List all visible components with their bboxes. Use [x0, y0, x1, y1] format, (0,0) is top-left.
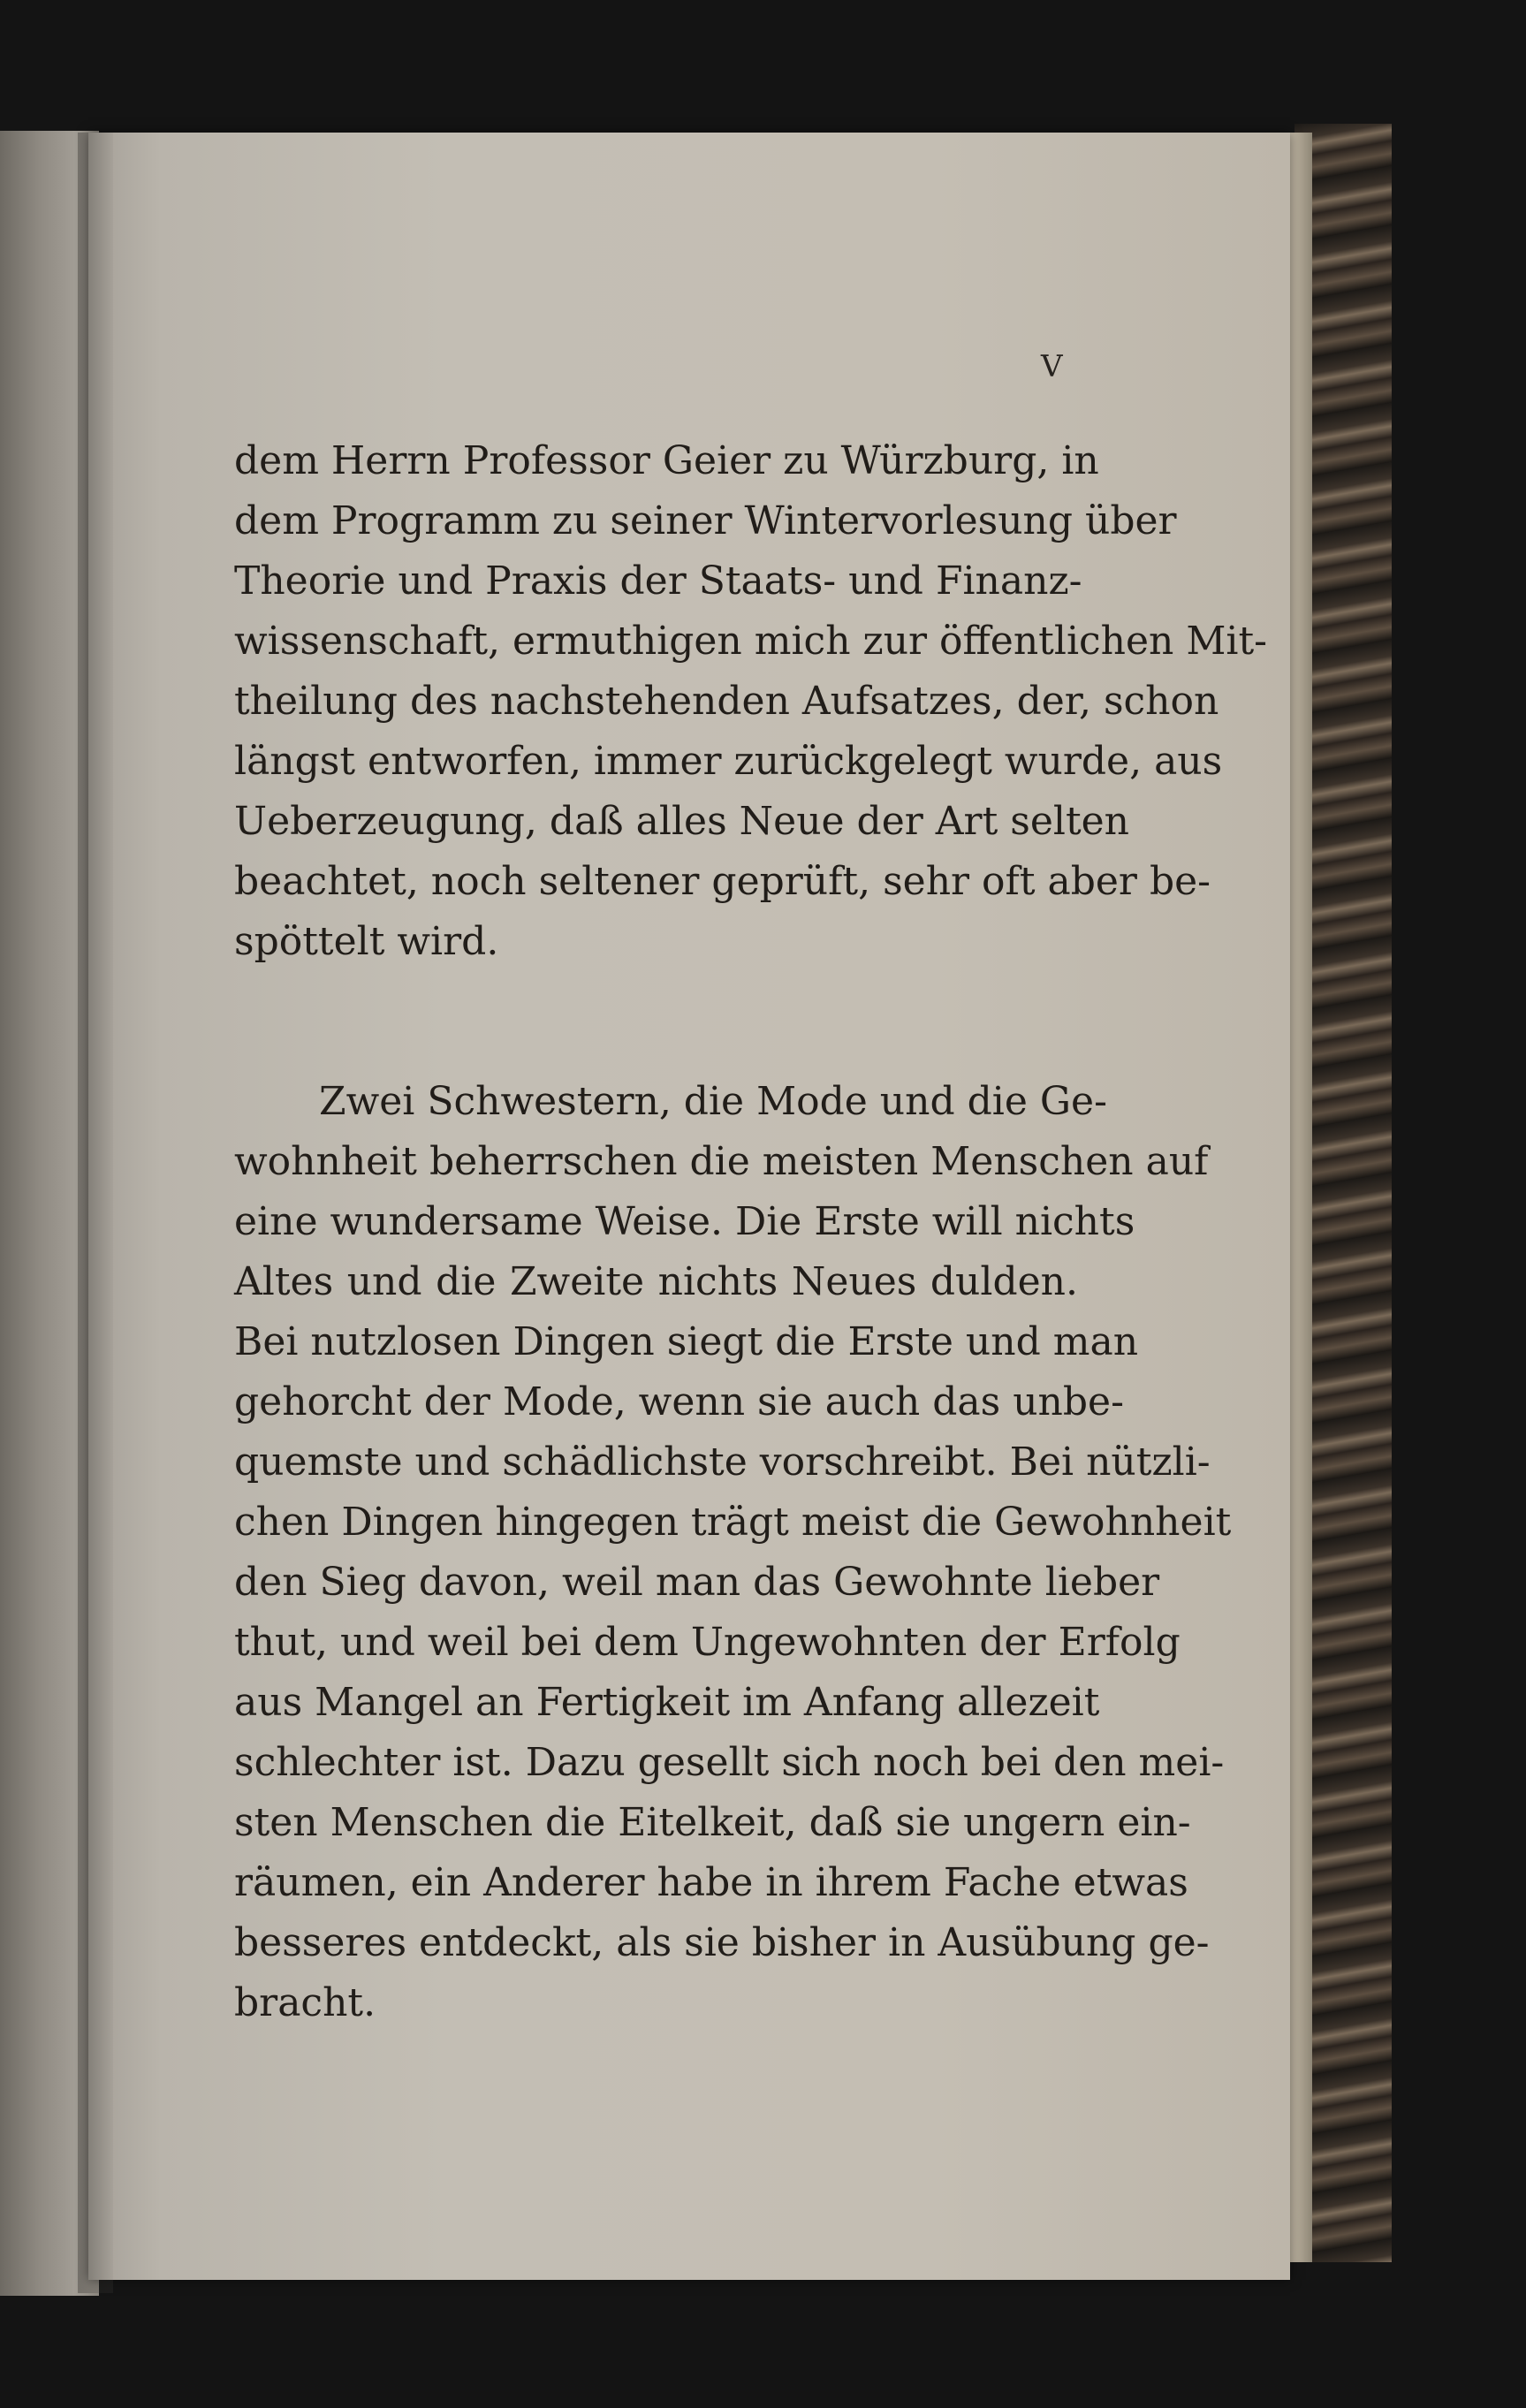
text-line: spöttelt wird.	[234, 919, 499, 964]
text-line: räumen, ein Anderer habe in ihrem Fache etwas	[234, 1860, 1188, 1905]
text-line: dem Programm zu seiner Wintervorlesung über	[234, 498, 1177, 543]
text-line: Altes und die Zweite nichts Neues dulden.	[234, 1259, 1078, 1304]
text-line: wohnheit beherrschen die meisten Menschen auf	[234, 1139, 1209, 1184]
text-line: Theorie und Praxis der Staats- und Finanz-	[234, 558, 1082, 604]
paragraph-2	[234, 1072, 1232, 2033]
book-gutter	[78, 133, 113, 2293]
text-line: theilung des nachstehenden Aufsatzes, der, schon	[234, 679, 1219, 724]
text-line: bracht.	[234, 1980, 376, 2025]
text-line: Bei nutzlosen Dingen siegt die Erste und man	[234, 1319, 1139, 1364]
paragraph-1	[234, 431, 1268, 972]
text-line: beachtet, noch seltener geprüft, sehr oft aber be-	[234, 859, 1211, 904]
text-line: sten Menschen die Eitelkeit, daß sie ungern ein-	[234, 1800, 1191, 1845]
text-line: dem Herrn Professor Geier zu Würzburg, in	[234, 438, 1099, 483]
text-line: thut, und weil bei dem Ungewohnten der Erfolg	[234, 1620, 1181, 1665]
text-line: gehorcht der Mode, wenn sie auch das unbe-	[234, 1379, 1124, 1424]
text-line: eine wundersame Weise. Die Erste will nichts	[234, 1199, 1135, 1244]
text-line: den Sieg davon, weil man das Gewohnte lieber	[234, 1560, 1160, 1605]
page-number: V	[1041, 349, 1063, 384]
text-line: quemste und schädlichste vorschreibt. Bei nützli-	[234, 1439, 1211, 1485]
text-line: chen Dingen hingegen trägt meist die Gewohnheit	[234, 1500, 1232, 1545]
text-line: schlechter ist. Dazu gesellt sich noch bei den mei-	[234, 1740, 1225, 1785]
text-line: Zwei Schwestern, die Mode und die Ge-	[319, 1079, 1107, 1124]
text-line: aus Mangel an Fertigkeit im Anfang allezeit	[234, 1680, 1100, 1725]
text-line: besseres entdeckt, als sie bisher in Ausübung ge-	[234, 1920, 1210, 1965]
text-line: wissenschaft, ermuthigen mich zur öffentlichen Mit-	[234, 619, 1268, 664]
text-line: längst entworfen, immer zurückgelegt wurde, aus	[234, 739, 1223, 784]
text-line: Ueberzeugung, daß alles Neue der Art selten	[234, 799, 1130, 844]
